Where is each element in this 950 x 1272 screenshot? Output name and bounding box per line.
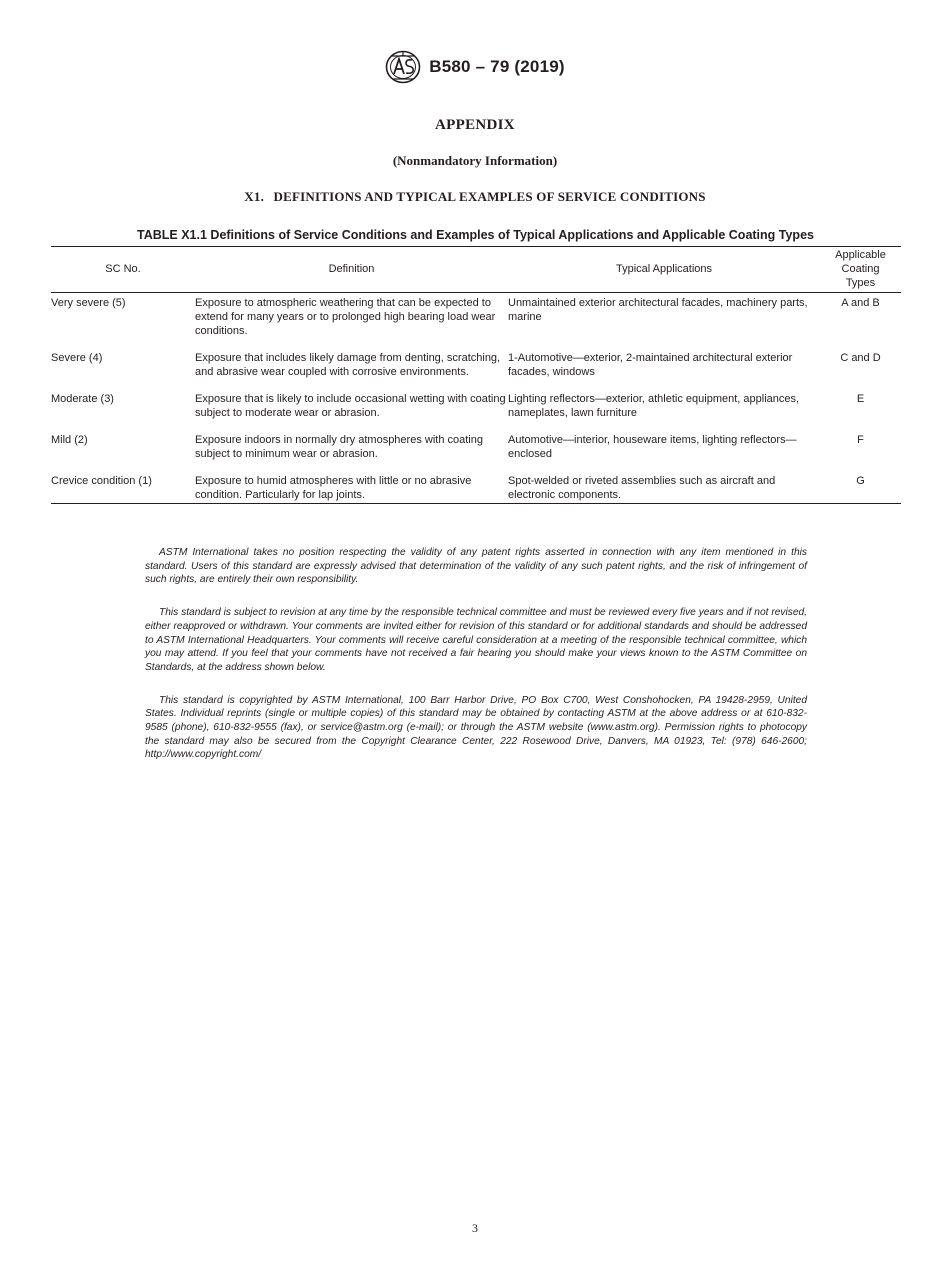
- appendix-title: APPENDIX: [435, 117, 515, 133]
- table-header-row: [51, 247, 901, 293]
- table-caption: TABLE X1.1 Definitions of Service Conditions and Examples of Typical Applications and Applicable Coating Types: [137, 228, 814, 242]
- cell-coating: F: [857, 434, 864, 446]
- header-definition: Definition: [328, 263, 375, 275]
- table-row: [51, 351, 901, 392]
- cell-applications: 1-Automotive—exterior, 2-maintained architectural exterior facades, windows: [508, 352, 793, 378]
- cell-coating: C and D: [840, 352, 881, 364]
- section-title: [0, 189, 950, 205]
- cell-coating: A and B: [841, 297, 880, 309]
- appendix-subtitle: (Nonmandatory Information): [392, 153, 558, 168]
- cell-coating: E: [856, 393, 865, 405]
- copyright-notice: This standard is copyrighted by ASTM International, 100 Barr Harbor Drive, PO Box C700, West Conshohocken, PA 19428-2959, United States. Individual reprints (single or multiple copies) of this standard may be obtained by contacting ASTM at the above address or at 610-832-9585 (phone), 610-832-9555 (fax), or service@astm.org (e-mail); or through the ASTM website (www.astm.org). Permission rights to photocopy the standard may also be secured from the Copyright Clearance Center, 222 Rosewood Drive, Danvers, MA 01923, Tel: (978) 646-2600; http://www.copyright.com/: [145, 694, 807, 761]
- legal-notices: [145, 546, 807, 781]
- cell-sc-no: Moderate (3): [51, 393, 114, 405]
- cell-definition: Exposure to atmospheric weathering that can be expected to extend for many years or to prolonged high bearing load wear conditions.: [195, 297, 496, 337]
- table-row: [51, 293, 901, 352]
- cell-definition: Exposure to humid atmospheres with little or no abrasive condition. Particularly for lap joints.: [195, 475, 472, 501]
- cell-definition: Exposure that includes likely damage from denting, scratching, and abrasive wear coupled with corrosive environments.: [195, 352, 501, 378]
- header-typical-applications: Typical Applications: [616, 263, 712, 275]
- cell-sc-no: Crevice condition (1): [51, 475, 152, 487]
- cell-definition: Exposure indoors in normally dry atmospheres with coating subject to minimum wear or abrasion.: [195, 434, 483, 460]
- standard-designation: B580 – 79 (2019): [429, 57, 565, 76]
- cell-applications: Lighting reflectors—exterior, athletic equipment, appliances, nameplates, lawn furniture: [508, 393, 800, 419]
- cell-applications: Spot-welded or riveted assemblies such as aircraft and electronic components.: [508, 475, 776, 501]
- cell-coating: G: [856, 475, 865, 487]
- cell-sc-no: Very severe (5): [51, 297, 126, 309]
- astm-logo-icon: [385, 50, 421, 84]
- patent-notice: ASTM International takes no position respecting the validity of any patent rights asserted in connection with any item mentioned in this standard. Users of this standard are expressly advised that determination of the validity of any such patent rights, and the risk of infringement of such rights, are entirely their own responsibility.: [145, 547, 807, 586]
- header-sc-no: SC No.: [105, 263, 141, 275]
- cell-applications: Unmaintained exterior architectural facades, machinery parts, marine: [508, 297, 808, 323]
- cell-definition: Exposure that is likely to include occasional wetting with coating subject to moderate wear or abrasion.: [195, 393, 506, 419]
- service-conditions-table: [51, 246, 901, 504]
- table-row: [51, 474, 901, 504]
- page-header: [0, 50, 950, 84]
- revision-notice: This standard is subject to revision at any time by the responsible technical committee and must be reviewed every five years and if not revised, either reapproved or withdrawn. Your comments are invited either for revision of this standard or for additional standards and should be addressed to ASTM International Headquarters. Your comments will receive careful consideration at a meeting of the responsible technical committee, which you may attend. If you feel that your comments have not received a fair hearing you should make your views known to the ASTM Committee on Standards, at the address shown below.: [145, 607, 807, 673]
- table-row: [51, 433, 901, 474]
- cell-sc-no: Severe (4): [51, 352, 103, 364]
- section-heading: DEFINITIONS AND TYPICAL EXAMPLES OF SERVICE CONDITIONS: [273, 189, 706, 204]
- section-number: X1.: [244, 189, 265, 204]
- table-row: [51, 392, 901, 433]
- cell-applications: Automotive—interior, houseware items, lighting reflectors—enclosed: [508, 434, 797, 460]
- page-number: 3: [472, 1221, 478, 1235]
- cell-sc-no: Mild (2): [51, 434, 88, 446]
- header-coating-types: Applicable Coating Types: [835, 249, 886, 289]
